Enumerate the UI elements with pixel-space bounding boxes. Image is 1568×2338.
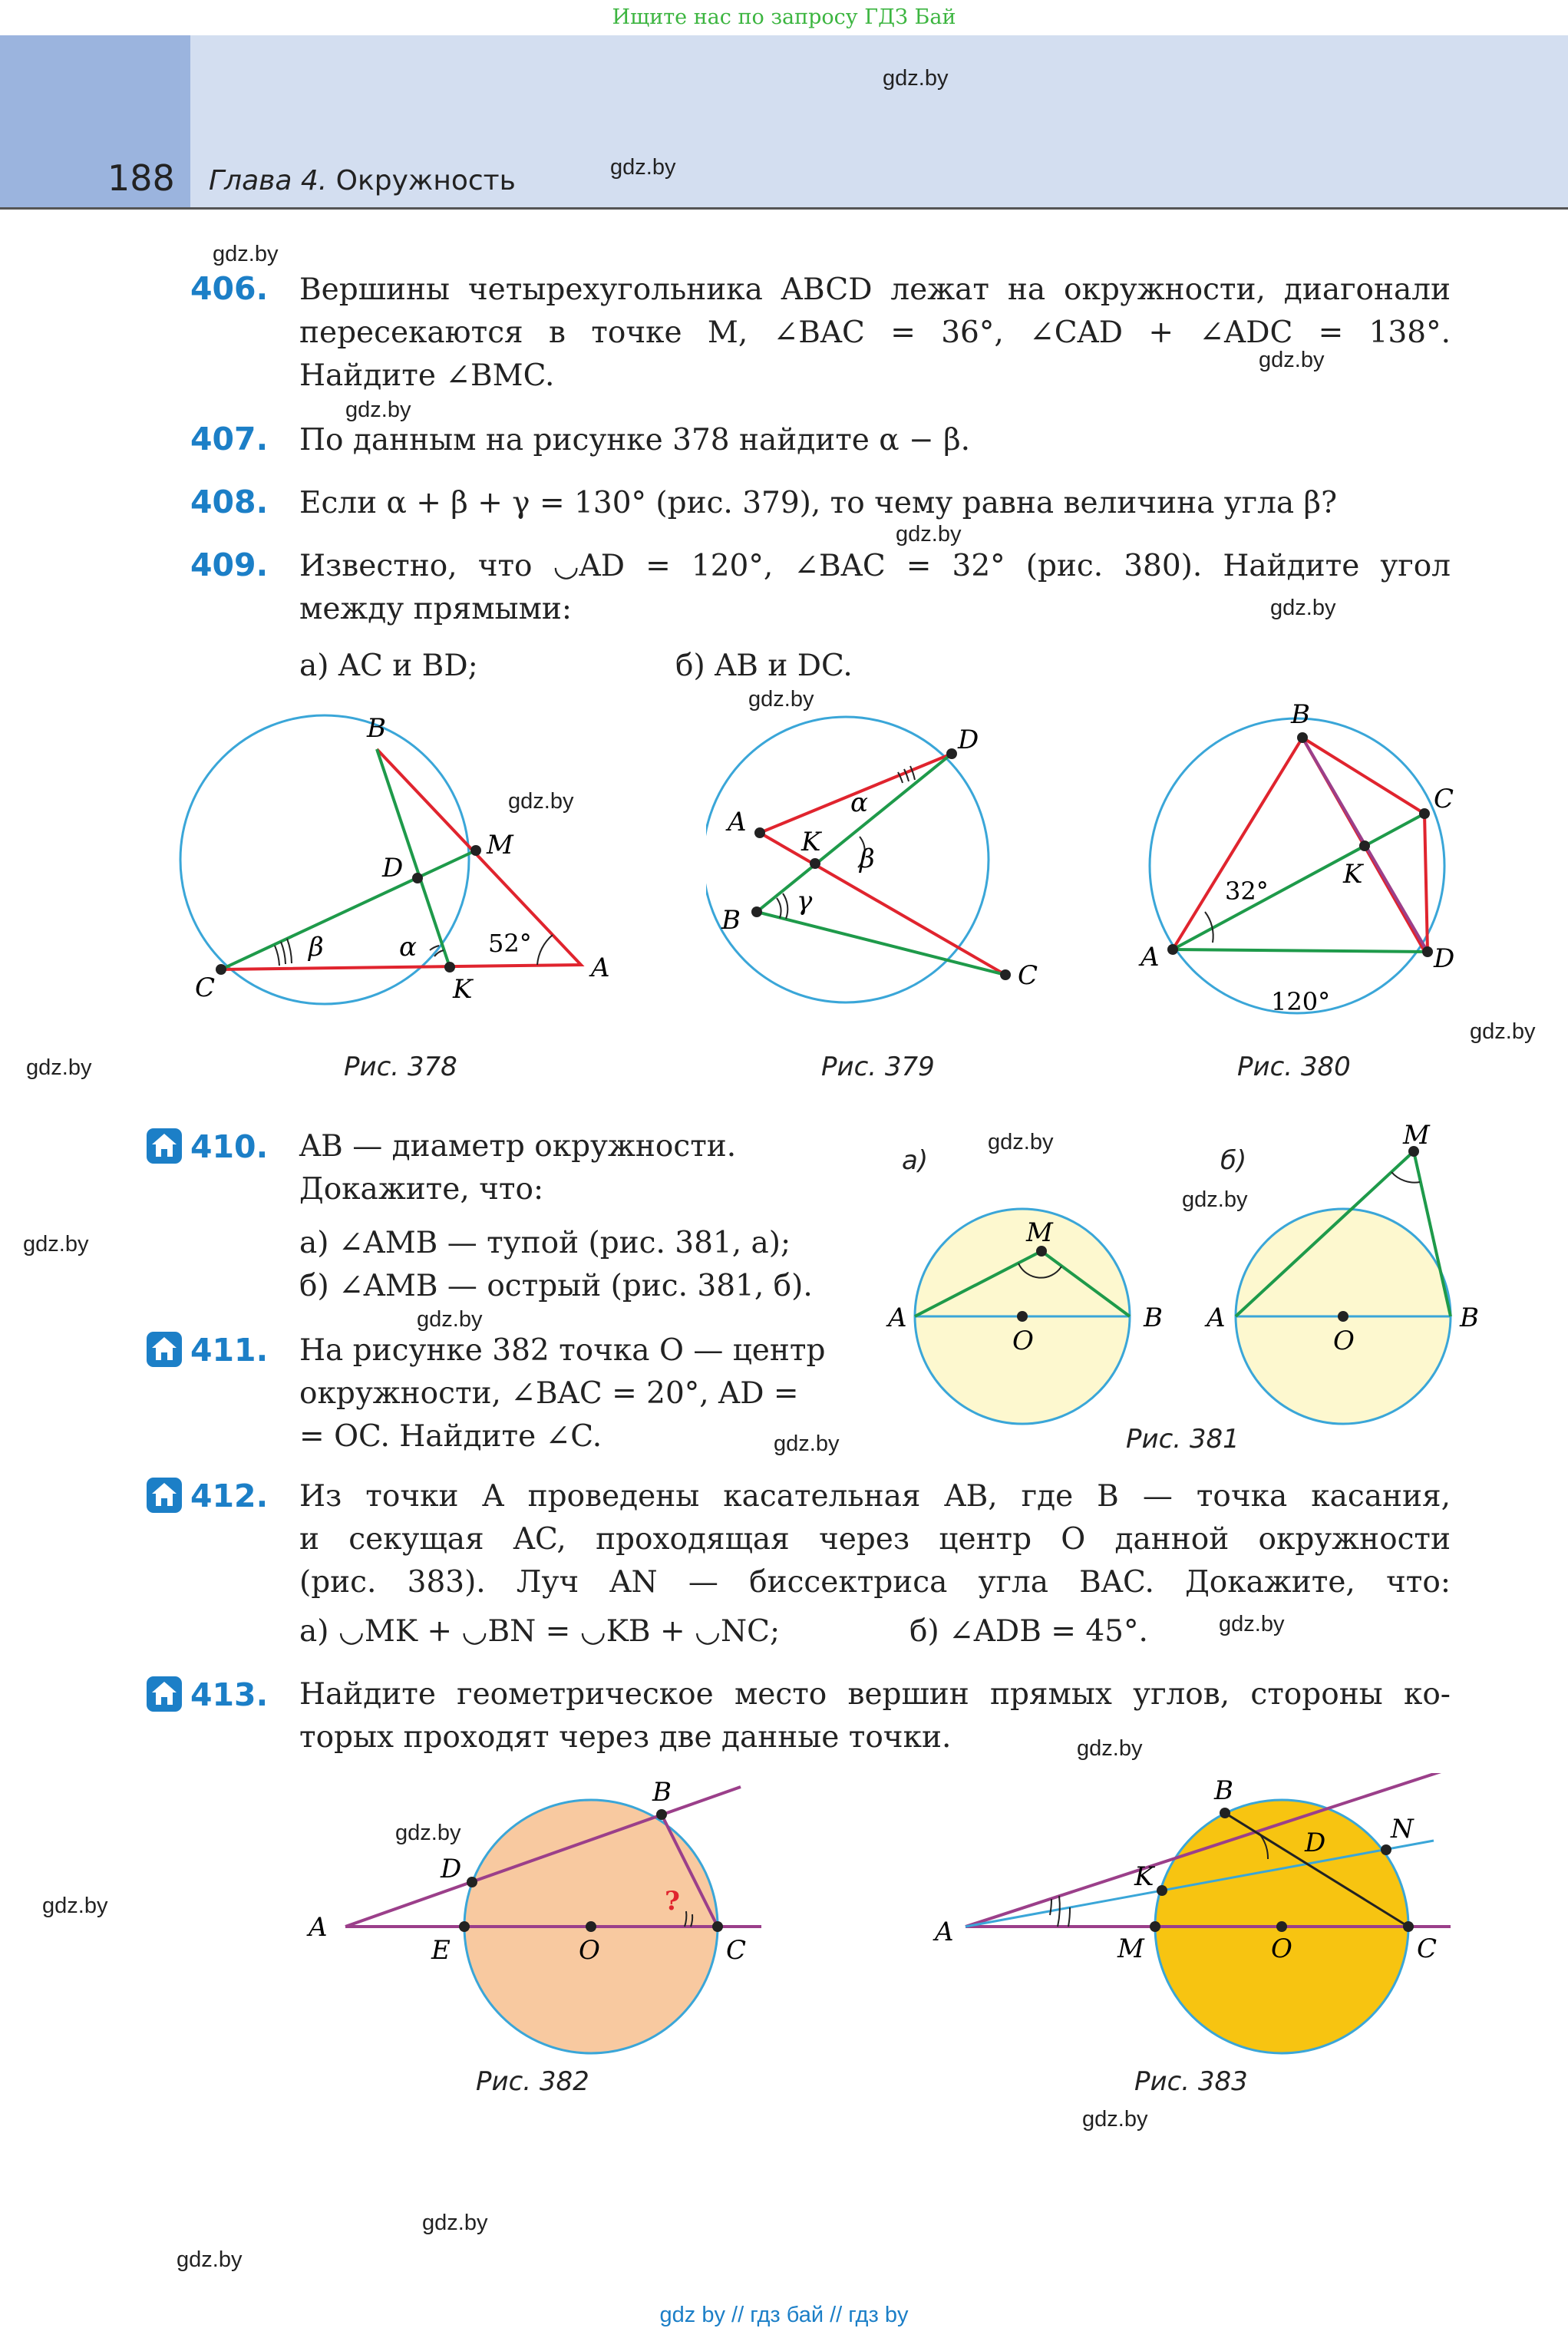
label-a: A — [1207, 1303, 1226, 1333]
problem-408-number: 408. — [190, 484, 269, 520]
point-b — [1297, 732, 1308, 743]
point-c — [1403, 1921, 1414, 1932]
problem-410-number: 410. — [190, 1128, 269, 1165]
point-o — [1276, 1921, 1287, 1932]
problem-410-b: б) ∠AMB — острый (рис. 381, б). — [299, 1269, 813, 1303]
label-beta: β — [309, 932, 324, 963]
point-d — [412, 873, 423, 883]
fig379-line-bc — [757, 912, 1005, 975]
problem-411-number: 411. — [190, 1332, 269, 1369]
label-e: E — [431, 1935, 451, 1966]
label-m: M — [1403, 1121, 1430, 1151]
problem-412-line1: Из точки A проведены касательная AB, где B — точка касания, — [299, 1479, 1451, 1514]
watermark: gdz.by — [883, 66, 949, 91]
point-b — [751, 906, 762, 917]
point-d — [1422, 946, 1433, 957]
watermark: gdz.by — [177, 2247, 243, 2272]
problem-408-text: Если α + β + γ = 130° (рис. 379), то чему равна величина угла β? — [299, 486, 1337, 520]
label-m: M — [1117, 1933, 1144, 1964]
problem-410-line2: Докажите, что: — [299, 1172, 544, 1207]
label-a: A — [935, 1917, 954, 1947]
caption-379: Рис. 379 — [821, 1052, 935, 1082]
label-b: B — [1291, 699, 1310, 730]
problem-412-number: 412. — [190, 1478, 269, 1514]
label-c: C — [726, 1935, 747, 1966]
label-b: B — [1214, 1775, 1233, 1806]
label-c: C — [1434, 784, 1454, 814]
label-a: A — [591, 953, 610, 983]
figure-383 — [921, 1773, 1458, 2080]
label-alpha: α — [850, 788, 868, 818]
point-a — [1167, 944, 1178, 955]
watermark: gdz.by — [610, 155, 676, 180]
watermark: gdz.by — [395, 1821, 461, 1845]
label-o: O — [579, 1935, 600, 1966]
point-c — [712, 1921, 723, 1932]
label-a: A — [1141, 942, 1160, 973]
point-o — [1017, 1311, 1028, 1322]
point-b — [1220, 1808, 1230, 1818]
watermark: gdz.by — [42, 1894, 108, 1918]
problem-407-number: 407. — [190, 421, 269, 457]
problem-409-number: 409. — [190, 547, 269, 583]
problem-412-line2: и секущая AC, проходящая через центр O данной окружности — [299, 1522, 1451, 1557]
watermark: gdz.by — [1470, 1019, 1536, 1044]
problem-411-line1: На рисунке 382 точка O — центр — [299, 1333, 826, 1368]
label-d: D — [958, 725, 979, 755]
problem-411-line3: = OC. Найдите ∠C. — [299, 1419, 602, 1454]
label-b: B — [652, 1777, 672, 1808]
watermark: gdz.by — [422, 2211, 488, 2235]
fig378-circle — [180, 715, 469, 1004]
home-icon[interactable] — [146, 1477, 183, 1514]
problem-412-b: б) ∠ADB = 45°. — [909, 1614, 1148, 1649]
fig381-part-a: а) — [902, 1145, 929, 1176]
problem-409-line2: между прямыми: — [299, 592, 573, 626]
label-d: D — [1434, 943, 1455, 974]
problem-413-line2: торых проходят через две данные точки. — [299, 1720, 952, 1755]
label-d: D — [441, 1854, 462, 1884]
label-b: B — [721, 905, 741, 936]
watermark: gdz.by — [508, 789, 574, 814]
caption-382: Рис. 382 — [476, 2066, 589, 2097]
point-o — [1338, 1311, 1348, 1322]
watermark: gdz.by — [213, 242, 279, 266]
problem-410-a: а) ∠AMB — тупой (рис. 381, а); — [299, 1226, 791, 1260]
problem-409-a: а) AC и BD; — [299, 649, 478, 683]
fig378-beta-arc — [275, 946, 279, 966]
fig383-bis-arc2 — [1050, 1899, 1051, 1915]
watermark: gdz.by — [1259, 348, 1325, 372]
top-banner[interactable]: Ищите нас по запросу ГДЗ Бай — [612, 5, 956, 29]
point-m — [470, 845, 481, 856]
point-k — [810, 858, 820, 869]
chapter-title — [209, 165, 516, 196]
point-o — [586, 1921, 596, 1932]
home-icon[interactable] — [146, 1331, 183, 1368]
watermark: gdz.by — [1077, 1736, 1143, 1761]
label-m: M — [487, 830, 513, 860]
watermark: gdz.by — [1182, 1187, 1248, 1212]
label-arc: 120° — [1271, 987, 1331, 1016]
label-k: K — [453, 974, 473, 1005]
figure-381 — [879, 1121, 1516, 1428]
label-beta: β — [860, 844, 875, 874]
problem-413-line1: Найдите геометрическое место вершин прямых углов, стороны ко- — [299, 1677, 1451, 1712]
fig383-bis-arc1 — [1058, 1896, 1060, 1927]
figure-378 — [177, 706, 637, 1029]
point-c — [1419, 808, 1430, 819]
watermark: gdz.by — [1219, 1612, 1285, 1636]
problem-411-line2: окружности, ∠BAC = 20°, AD = — [299, 1376, 799, 1411]
caption-381: Рис. 381 — [1126, 1424, 1240, 1455]
label-k: K — [1134, 1861, 1154, 1892]
fig379-gamma-arc — [777, 898, 781, 918]
label-c: C — [1417, 1933, 1438, 1964]
fig380-line-ad — [1173, 949, 1428, 952]
label-m: M — [1026, 1217, 1053, 1248]
watermark: gdz.by — [345, 398, 411, 422]
label-o: O — [1333, 1326, 1355, 1356]
problem-412-a: а) ◡MK + ◡BN = ◡KB + ◡NC; — [299, 1614, 781, 1649]
fig378-beta-arc3 — [287, 939, 292, 963]
label-gamma: γ — [797, 886, 813, 916]
watermark: gdz.by — [774, 1432, 840, 1456]
problem-406-number: 406. — [190, 270, 269, 307]
point-k — [444, 962, 455, 973]
point-d — [467, 1877, 477, 1887]
problem-412-line3: (рис. 383). Луч AN — биссектриса угла BAC. Докажите, что: — [299, 1565, 1451, 1600]
problem-413-number: 413. — [190, 1676, 269, 1713]
home-icon[interactable] — [146, 1128, 183, 1164]
fig383-bis-arc3 — [1068, 1907, 1070, 1927]
header-divider — [0, 207, 1568, 210]
problem-410-line1: AB — диаметр окружности. — [299, 1129, 737, 1164]
point-k — [1157, 1885, 1167, 1896]
page-number: 188 — [107, 157, 175, 199]
watermark: gdz.by — [896, 522, 962, 547]
label-a: A — [309, 1912, 328, 1943]
label-a: A — [728, 807, 747, 837]
point-m — [1150, 1921, 1160, 1932]
fig378-angle-a-arc — [537, 935, 553, 965]
footer-links[interactable]: gdz by // гдз бай // гдз by — [659, 2303, 909, 2327]
home-icon[interactable] — [146, 1676, 183, 1712]
label-question: ? — [665, 1886, 680, 1917]
label-n: N — [1391, 1814, 1414, 1844]
figure-379 — [706, 706, 1090, 1029]
label-b: B — [367, 713, 386, 744]
point-k — [1359, 840, 1370, 851]
label-c: C — [195, 973, 216, 1003]
caption-383: Рис. 383 — [1134, 2066, 1248, 2097]
point-b — [656, 1809, 667, 1820]
point-e — [459, 1921, 470, 1932]
figure-382 — [299, 1773, 775, 2080]
label-d: D — [1305, 1828, 1326, 1858]
caption-378: Рис. 378 — [344, 1052, 457, 1082]
point-n — [1381, 1844, 1391, 1855]
watermark: gdz.by — [1082, 2107, 1148, 2132]
fig380-angle-arc — [1205, 912, 1213, 943]
label-b: B — [1144, 1303, 1163, 1333]
problem-409-b: б) AB и DC. — [675, 649, 853, 683]
problem-409-line1: Известно, что ◡AD = 120°, ∠BAC = 32° (рис. 380). Найдите угол — [299, 549, 1451, 583]
problem-406-line3: Найдите ∠BMC. — [299, 358, 555, 393]
chapter-label: Глава 4. — [209, 165, 328, 196]
fig378-beta-arc2 — [281, 942, 286, 964]
label-o: O — [1271, 1933, 1292, 1964]
watermark: gdz.by — [748, 687, 814, 712]
label-k: K — [801, 827, 821, 857]
problem-407-text: По данным на рисунке 378 найдите α − β. — [299, 423, 971, 457]
watermark: gdz.by — [417, 1307, 483, 1332]
point-a — [754, 827, 765, 838]
caption-380: Рис. 380 — [1237, 1052, 1351, 1082]
label-alpha: α — [399, 932, 417, 963]
chapter-name: Окружность — [335, 165, 516, 196]
watermark: gdz.by — [23, 1232, 89, 1257]
figure-380 — [1121, 698, 1489, 1036]
fig378-line-cm — [221, 850, 476, 969]
label-c: C — [1018, 960, 1038, 991]
label-k: K — [1343, 859, 1363, 890]
point-c — [216, 964, 226, 975]
fig381-part-b: б) — [1220, 1145, 1247, 1176]
problem-406-line2: пересекаются в точке M, ∠BAC = 36°, ∠CAD + ∠ADC = 138°. — [299, 315, 1451, 350]
fig381b-angle-arc — [1391, 1172, 1420, 1183]
problem-406-line1: Вершины четырехугольника ABCD лежат на окружности, диагонали — [299, 272, 1451, 307]
point-d — [946, 748, 957, 759]
fig379-gamma-arc2 — [783, 893, 787, 919]
label-a: A — [888, 1303, 907, 1333]
watermark: gdz.by — [26, 1055, 92, 1080]
watermark: gdz.by — [988, 1130, 1054, 1154]
label-angle: 52° — [488, 929, 532, 958]
label-o: O — [1012, 1326, 1034, 1356]
fig380-circle — [1150, 718, 1444, 1013]
label-angle: 32° — [1225, 877, 1269, 906]
label-d: D — [382, 853, 404, 883]
watermark: gdz.by — [1270, 596, 1336, 620]
label-b: B — [1460, 1303, 1479, 1333]
point-c — [1000, 969, 1011, 980]
